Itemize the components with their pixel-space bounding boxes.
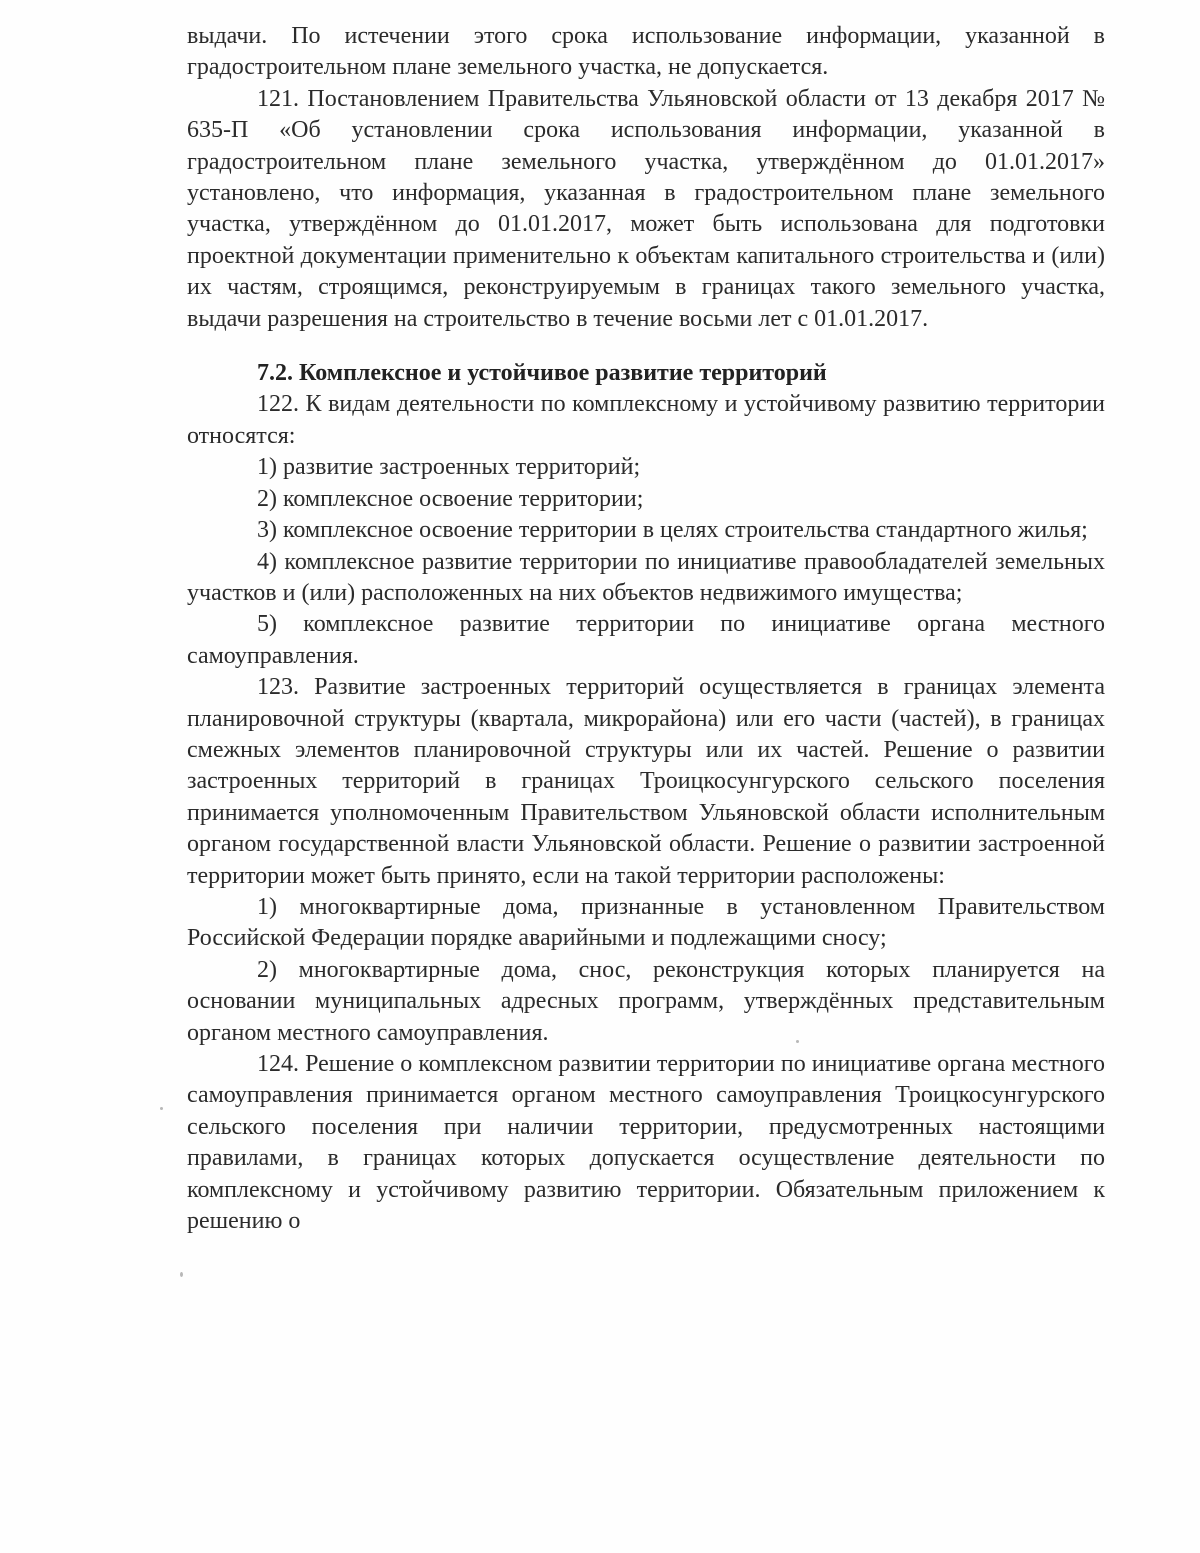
document-body [187,21,1105,1237]
scan-speck [180,1272,183,1277]
scan-speck [796,1040,799,1043]
list-item: 2) многоквартирные дома, снос, реконструкция которых планируется на основании муниципальных адресных программ, утверждённых представительным органом местного самоуправления. [187,956,1105,1046]
paragraph-continuation: выдачи. По истечении этого срока использование информации, указанной в градостроительном плане земельного участка, не допускается. [187,23,1105,81]
list-item: 4) комплексное развитие территории по инициативе правообладателей земельных участков и (или) расположенных на них объектов недвижимого имущества; [187,548,1105,606]
list-item: 5) комплексное развитие территории по инициативе органа местного самоуправления. [187,611,1105,669]
list-item: 1) многоквартирные дома, признанные в установленном Правительством Российской Федерации порядке аварийными и подлежащими сносу; [187,893,1105,952]
paragraph-123-intro: 123. Развитие застроенных территорий осуществляется в границах элемента планировочной структуры (квартала, микрорайона) или его части (частей), в границах смежных элементов планировочной структуры или их частей. Решение о развитии застроенных территорий в границах Троицкосунгурского сельского поселения принимается уполномоченным Правительством Ульяновской области исполнительным органом государственной власти Ульяновской области. Решение о развитии застроенной территории может быть принято, если на такой территории расположены: [187,674,1105,889]
section-heading: 7.2. Комплексное и устойчивое развитие территорий [257,360,827,387]
list-item: 3) комплексное освоение территории в целях строительства стандартного жилья; [257,517,1088,544]
paragraph-121: 121. Постановлением Правительства Ульяновской области от 13 декабря 2017 № 635-П «Об установлении срока использования информации, указанной в градостроительном плане земельного участка, утверждённом до 01.01.2017» установлено, что информация, указанная в градостроительном плане земельного участка, утверждённом до 01.01.2017, может быть использована для подготовки проектной документации применительно к объектам капитального строительства и (или) их частям, строящимся, реконструируемым в границах такого земельного участка, выдачи разрешения на строительство в течение восьми лет с 01.01.2017. [187,85,1105,332]
scan-speck [160,1107,163,1110]
paragraph-122-intro: 122. К видам деятельности по комплексному и устойчивому развитию территории относятся: [187,391,1105,449]
list-item: 1) развитие застроенных территорий; [257,454,641,481]
list-item: 2) комплексное освоение территории; [257,485,644,512]
paragraph-124: 124. Решение о комплексном развитии территории по инициативе органа местного самоуправления принимается органом местного самоуправления Троицкосунгурского сельского поселения при наличии территории, предусмотренных настоящими правилами, в границах которых допускается осуществление деятельности по комплексному и устойчивому развитию территории. Обязательным приложением к решению о [187,1051,1105,1235]
